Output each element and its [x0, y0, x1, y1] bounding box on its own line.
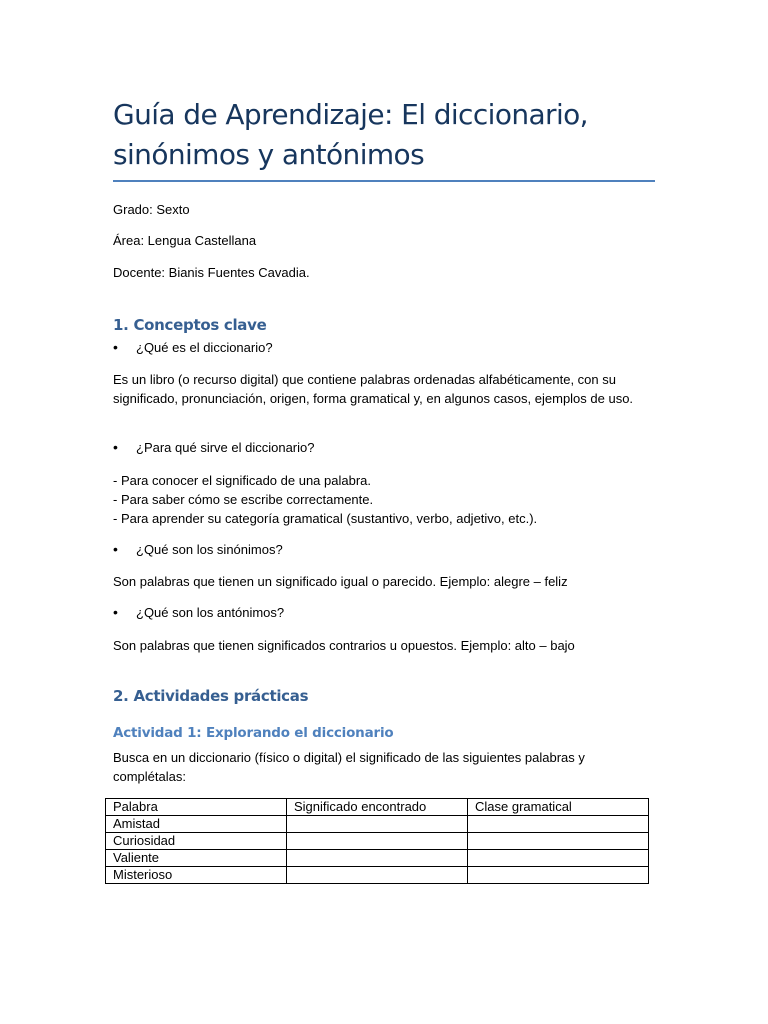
table-header-cell: Palabra — [106, 799, 287, 816]
document-title — [113, 95, 673, 175]
answer-2-list — [113, 471, 661, 528]
question-4-text: ¿Qué son los antónimos? — [136, 605, 285, 620]
table-cell-word: Valiente — [106, 850, 287, 867]
answer-4-paragraph: Son palabras que tienen significados contrarios u opuestos. Ejemplo: alto – bajo — [113, 638, 575, 653]
section-1-heading: 1. Conceptos clave — [113, 316, 267, 334]
table-cell-meaning[interactable] — [287, 867, 468, 884]
grade-line: Grado: Sexto — [113, 202, 190, 217]
table-cell-class[interactable] — [468, 867, 649, 884]
bullet-icon: • — [113, 541, 118, 557]
table-header-cell: Significado encontrado — [287, 799, 468, 816]
title-line-2: sinónimos y antónimos — [113, 138, 425, 171]
bullet-icon: • — [113, 439, 118, 455]
answer-2-line: - Para saber cómo se escribe correctamente. — [113, 492, 374, 507]
section-2-heading: 2. Actividades prácticas — [113, 687, 309, 705]
table-cell-word: Curiosidad — [106, 833, 287, 850]
question-3-text: ¿Qué son los sinónimos? — [136, 542, 283, 557]
table-row — [106, 867, 649, 884]
table-row — [106, 816, 649, 833]
answer-2-line: - Para aprender su categoría gramatical (sustantivo, verbo, adjetivo, etc.). — [113, 511, 538, 526]
bullet-icon: • — [113, 604, 118, 620]
table-row — [106, 850, 649, 867]
answer-3-paragraph: Son palabras que tienen un significado igual o parecido. Ejemplo: alegre – feliz — [113, 574, 568, 589]
title-divider — [113, 180, 655, 182]
bullet-icon: • — [113, 339, 118, 355]
table-cell-meaning[interactable] — [287, 816, 468, 833]
table-row — [106, 833, 649, 850]
table-header-row — [106, 799, 649, 816]
table-cell-class[interactable] — [468, 816, 649, 833]
table-cell-word: Amistad — [106, 816, 287, 833]
teacher-line: Docente: Bianis Fuentes Cavadia. — [113, 265, 310, 280]
title-line-1: Guía de Aprendizaje: El diccionario, — [113, 98, 588, 131]
question-1-text: ¿Qué es el diccionario? — [136, 340, 273, 355]
table-cell-word: Misterioso — [106, 867, 287, 884]
table-cell-meaning[interactable] — [287, 833, 468, 850]
activity-1-heading: Actividad 1: Explorando el diccionario — [113, 725, 394, 741]
activity-1-instructions: Busca en un diccionario (físico o digital) el significado de las siguientes palabras y complétalas: — [113, 750, 585, 784]
table-cell-meaning[interactable] — [287, 850, 468, 867]
vocabulary-table — [105, 798, 649, 884]
table-cell-class[interactable] — [468, 833, 649, 850]
answer-1-paragraph: Es un libro (o recurso digital) que contiene palabras ordenadas alfabéticamente, con su significado, pronunciación, origen, forma gramatical y, en algunos casos, ejemplos de uso. — [113, 372, 634, 406]
table-header-cell: Clase gramatical — [468, 799, 649, 816]
question-2-text: ¿Para qué sirve el diccionario? — [136, 440, 315, 455]
table-cell-class[interactable] — [468, 850, 649, 867]
answer-2-line: - Para conocer el significado de una palabra. — [113, 473, 371, 488]
area-line: Área: Lengua Castellana — [113, 233, 257, 248]
